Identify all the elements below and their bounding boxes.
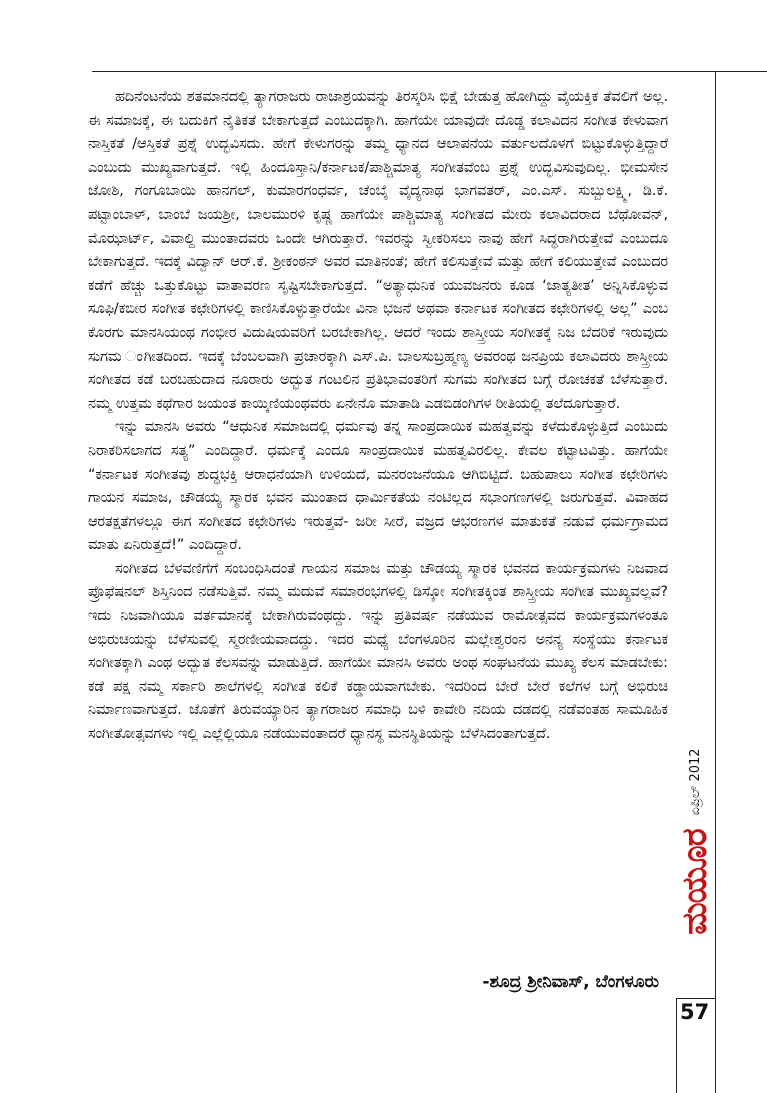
author-byline: -ಶೂದ್ರ ಶ್ರೀನಿವಾಸ್, ಬೆಂಗಳೂರು [482,972,659,992]
page-number-box-top-rule [676,998,715,999]
page-number-box-rule [676,998,677,1093]
margin-rule [715,71,716,1093]
article-body [88,86,668,747]
magazine-name: ಮಯೂರ [675,829,715,935]
issue-date-text: ಏಪ್ರಿಲ್ 2012 [688,748,703,816]
paragraph-2: ಇನ್ನು ಮಾನಸಿ ಅವರು “ಆಧುನಿಕ ಸಮಾಜದಲ್ಲಿ ಧರ್ಮವು ತನ್ನ ಸಾಂಪ್ರದಾಯಿಕ ಮಹತ್ವವನ್ನು ಕಳೆದುಕೊಳ್ಳುತ್ತಿದೆ ಎಂಬುದು ನಿರಾಕರಿಸಲಾಗದ ಸತ್ಯ” ಎಂದಿದ್ದಾರೆ. ಧರ್ಮಕ್ಕೆ ಎಂದೂ ಸಾಂಪ್ರದಾಯಿಕ ಮಹತ್ವವಿರಲಿಲ್ಲ. ಕೇವಲ ಕಟ್ಟಾಟವಿತ್ತು. ಹಾಗೆಯೇ “ಕರ್ನಾಟಕ ಸಂಗೀತವು ಶುದ್ಧಭಕ್ತಿ ಆರಾಧನೆಯಾಗಿ ಉಳಿಯದೆ, ಮನರಂಜನೆಯೂ ಆಗಿಬಿಟ್ಟಿದೆ. ಬಹುಪಾಲು ಸಂಗೀತ ಕಛೇರಿಗಳು ಗಾಯನ ಸಮಾಜ, ಚೌಡಯ್ಯ ಸ್ಮಾರಕ ಭವನ ಮುಂತಾದ ಧಾರ್ಮಿಕತೆಯ ನಂಟಿಲ್ಲದ ಸಭಾಂಗಣಗಳಲ್ಲಿ ಜರುಗುತ್ತವೆ. ವಿವಾಹದ ಆರತಕ್ಷತೆಗಳಲ್ಲೂ ಈಗ ಸಂಗೀತದ ಕಛೇರಿಗಳು ಇರುತ್ತವೆ- ಜರೀ ಸೀರೆ, ವಜ್ರದ ಆಭರಣಗಳ ಮಾತುಕತೆ ನಡುವೆ ಧರ್ಮಗ್ರಾಮದ ಮಾತು ಏನಿರುತ್ತದೆ!” ಎಂದಿದ್ದಾರೆ. [88,419,668,554]
top-rule [92,71,767,72]
page-number: 57 [680,1000,710,1024]
paragraph-1: ಹದಿನೆಂಟನೆಯ ಶತಮಾನದಲ್ಲಿ ತ್ಯಾಗರಾಜರು ರಾಜಾಶ್ರಯವನ್ನು ತಿರಸ್ಕರಿಸಿ ಭಿಕ್ಷೆ ಬೇಡುತ್ತ ಹೋಗಿದ್ದು ವೈಯಕ್ತಿಕ ತೆವಲಿಗೆ ಅಲ್ಲ. ಈ ಸಮಾಜಕ್ಕೆ, ಈ ಬದುಕಿಗೆ ನೈತಿಕತೆ ಬೇಕಾಗುತ್ತದೆ ಎಂಬುದಕ್ಕಾಗಿ. ಹಾಗೆಯೇ ಯಾವುದೇ ದೊಡ್ಡ ಕಲಾವಿದನ ಸಂಗೀತ ಕೇಳುವಾಗ ನಾಸ್ತಿಕತೆ /ಆಸ್ತಿಕತೆ ಪ್ರಶ್ನೆ ಉದ್ಭವಿಸದು. ಹೇಗೆ ಕೇಳುಗರನ್ನು ತಮ್ಮ ಧ್ಯಾನದ ಆಲಾಪನೆಯ ವರ್ತುಲದೊಳಗೆ ಬಿಟ್ಟುಕೊಳ್ಳುತ್ತಿದ್ದಾರೆ ಎಂಬುದು ಮುಖ್ಯವಾಗುತ್ತದೆ. ಇಲ್ಲಿ ಹಿಂದೂಸ್ತಾನಿ/ಕರ್ನಾಟಕ/ಪಾಶ್ಚಿಮಾತ್ಯ ಸಂಗೀತವೆಂಬ ಪ್ರಶ್ನೆ ಉದ್ಭವಿಸುವುದಿಲ್ಲ. ಭೀಮಸೇನ ಜೋಶಿ, ಗಂಗೂಬಾಯಿ ಹಾನಗಲ್, ಕುಮಾರಗಂಧರ್ವ, ಚೆಂಬೈ ವೈದ್ಯನಾಥ ಭಾಗವತರ್, ಎಂ.ಎಸ್. ಸುಬ್ಬುಲಕ್ಷ್ಮಿ, ಡಿ.ಕೆ. ಪಟ್ಟಾಂಬಾಳ್, ಬಾಂಬೆ ಜಯಶ್ರೀ, ಬಾಲಮುರಳಿ ಕೃಷ್ಣ ಹಾಗೆಯೇ ಪಾಶ್ಚಿಮಾತ್ಯ ಸಂಗೀತದ ಮೇರು ಕಲಾವಿದರಾದ ಬೆಥೋವನ್, ಮೊಝಾರ್ಟ್, ವಿವಾಲ್ದಿ ಮುಂತಾದವರು ಒಂದೇ ಆಗಿರುತ್ತಾರೆ. ಇವರನ್ನು ಸ್ವೀಕರಿಸಲು ನಾವು ಹೇಗೆ ಸಿದ್ಧರಾಗಿರುತ್ತೇವೆ ಎಂಬುದೂ ಬೇಕಾಗುತ್ತದೆ. ಇದಕ್ಕೆ ವಿದ್ವಾನ್ ಆರ್.ಕೆ. ಶ್ರೀಕಂಠನ್ ಅವರ ಮಾತಿನಂತೆ; ಹೇಗೆ ಕಲಿಸುತ್ತೇವೆ ಮತ್ತು ಹೇಗೆ ಕಲಿಯುತ್ತೇವೆ ಎಂಬುದರ ಕಡೆಗೆ ಹೆಚ್ಚು ಒತ್ತುಕೊಟ್ಟು ವಾತಾವರಣ ಸೃಷ್ಟಿಸಬೇಕಾಗುತ್ತದೆ. “ಅತ್ಯಾಧುನಿಕ ಯುವಜನರು ಕೂಡ ‘ಜಾತ್ಯತೀತ’ ಅನ್ನಿಸಿಕೊಳ್ಳುವ ಸೂಫಿ/ಕಬೀರ ಸಂಗೀತ ಕಛೇರಿಗಳಲ್ಲಿ ಕಾಣಿಸಿಕೊಳ್ಳುತ್ತಾರೆಯೇ ವಿನಾ ಭಜನೆ ಅಥವಾ ಕರ್ನಾಟಕ ಸಂಗೀತದ ಕಛೇರಿಗಳಲ್ಲಿ ಅಲ್ಲ” ಎಂಬ ಕೊರಗು ಮಾನಸಿಯಂಥ ಗಂಭೀರ ವಿದುಷಿಯವರಿಗೆ ಬರಬೇಕಾಗಿಲ್ಲ. ಆದರೆ ಇಂದು ಶಾಸ್ತ್ರೀಯ ಸಂಗೀತಕ್ಕೆ ನಿಜ ಬೆದರಿಕೆ ಇರುವುದು ಸುಗಮ ಂಗೀತದಿಂದ. ಇದಕ್ಕೆ ಬೆಂಬಲವಾಗಿ ಪ್ರಚಾರಕ್ಕಾಗಿ ಎಸ್.ಪಿ. ಬಾಲಸುಬ್ರಹ್ಮಣ್ಯ ಅವರಂಥ ಜನಪ್ರಿಯ ಕಲಾವಿದರು ಶಾಸ್ತ್ರೀಯ ಸಂಗೀತದ ಕಡೆ ಬರಬಹುದಾದ ನೂರಾರು ಅದ್ಭುತ ಗಂಟಲಿನ ಪ್ರತಿಭಾವಂತರಿಗೆ ಸುಗಮ ಸಂಗೀತದ ಬಗ್ಗೆ ರೋಚಕತೆ ಬೆಳೆಸುತ್ತಾರೆ. ನಮ್ಮ ಉತ್ತಮ ಕಥೆಗಾರ ಜಯಂತ ಕಾಯ್ಕಿಣಿಯಂಥವರು ಏನೇನೊ ಮಾತಾಡಿ ಎಡಬಿಡಂಗಿಗಳ ರೀತಿಯಲ್ಲಿ ತಲೆದೂಗುತ್ತಾರೆ. [88,89,668,412]
paragraph-3: ಸಂಗೀತದ ಬೆಳವಣಿಗೆಗೆ ಸಂಬಂಧಿಸಿದಂತೆ ಗಾಯನ ಸಮಾಜ ಮತ್ತು ಚೌಡಯ್ಯ ಸ್ಮಾರಕ ಭವನದ ಕಾರ್ಯಕ್ರಮಗಳು ನಿಜವಾದ ಪ್ರೊಫೆಷನಲ್ ಶಿಸ್ತಿನಿಂದ ನಡೆಸುತ್ತಿವೆ. ನಮ್ಮ ಮದುವೆ ಸಮಾರಂಭಗಳಲ್ಲಿ ಡಿಸ್ಕೋ ಸಂಗೀತಕ್ಕಿಂತ ಶಾಸ್ತ್ರೀಯ ಸಂಗೀತ ಮುಖ್ಯವಲ್ಲವೆ? ಇದು ನಿಜವಾಗಿಯೂ ವರ್ತಮಾನಕ್ಕೆ ಬೇಕಾಗಿರುವಂಥದ್ದು. ಇನ್ನು ಪ್ರತಿವರ್ಷ ನಡೆಯುವ ರಾಮೋತ್ಸವದ ಕಾರ್ಯಕ್ರಮಗಳಂತೂ ಅಭಿರುಚಿಯನ್ನು ಬೆಳೆಸುವಲ್ಲಿ ಸ್ಮರಣೀಯವಾದದ್ದು. ಇದರ ಮಧ್ಯೆ ಬೆಂಗಳೂರಿನ ಮಲ್ಲೇಶ್ವರಂನ ಅನನ್ಯ ಸಂಸ್ಥೆಯು ಕರ್ನಾಟಕ ಸಂಗೀತಕ್ಕಾಗಿ ಎಂಥ ಅದ್ಭುತ ಕೆಲಸವನ್ನು ಮಾಡುತ್ತಿದೆ. ಹಾಗೆಯೇ ಮಾನಸಿ ಅವರು ಅಂಥ ಸಂಘಟನೆಯ ಮುಖ್ಯ ಕೆಲಸ ಮಾಡಬೇಕು: ಕಡೆ ಪಕ್ಷ ನಮ್ಮ ಸರ್ಕಾರಿ ಶಾಲೆಗಳಲ್ಲಿ ಸಂಗೀತ ಕಲಿಕೆ ಕಡ್ಡಾಯವಾಗಬೇಕು. ಇದರಿಂದ ಬೇರೆ ಬೇರೆ ಕಲೆಗಳ ಬಗ್ಗೆ ಅಭಿರುಚಿ ನಿರ್ಮಾಣವಾಗುತ್ತದೆ. ಜೊತೆಗೆ ತಿರುವಯ್ಯಾರಿನ ತ್ಯಾಗರಾಜರ ಸಮಾಧಿ ಬಳಿ ಕಾವೇರಿ ನದಿಯ ದಡದಲ್ಲಿ ನಡೆವಂತಹ ಸಾಮೂಹಿಕ ಸಂಗೀತೋತ್ಸವಗಳು ಇಲ್ಲಿ ಎಲ್ಲೆಲ್ಲಿಯೂ ನಡೆಯುವಂತಾದರೆ ಧ್ಯಾನಸ್ಥ ಮನಸ್ಥಿತಿಯನ್ನು ಬೆಳೆಸಿದಂತಾಗುತ್ತದೆ. [88,560,668,743]
magazine-side-label [676,810,715,998]
